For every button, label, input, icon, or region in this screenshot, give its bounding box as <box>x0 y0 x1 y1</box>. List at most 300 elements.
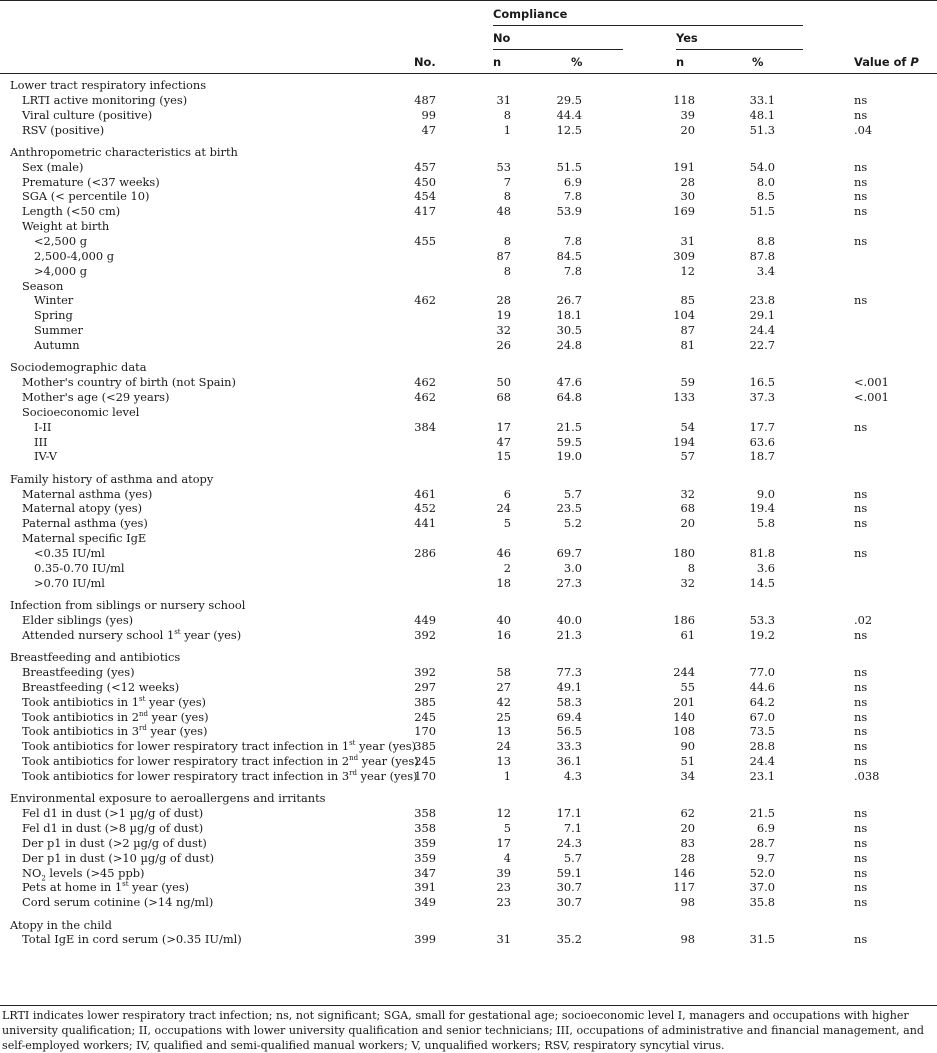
row-label: Maternal asthma (yes) <box>22 486 153 501</box>
row-label: 0.35-0.70 IU/ml <box>34 560 125 575</box>
row-label: RSV (positive) <box>22 122 105 137</box>
cell-no-n: 68 <box>496 390 511 404</box>
row-label: Took antibiotics for lower respiratory tract infection in 2nd year (yes) <box>22 754 419 769</box>
cell-no-n: 53 <box>496 159 511 174</box>
cell-yes-n: 146 <box>673 865 695 880</box>
cell-no-n: 17 <box>496 419 511 434</box>
cell-yes-percent: 17.7 <box>749 419 775 434</box>
cell-yes-percent: 73.5 <box>749 724 775 739</box>
row-label: Sex (male) <box>22 159 84 174</box>
cell-p-value: ns <box>854 627 868 642</box>
cell-no-n: 31 <box>496 92 511 107</box>
cell-no-n: 25 <box>496 709 511 724</box>
cell-yes-percent: 19.4 <box>749 501 775 516</box>
cell-yes-percent: 35.8 <box>749 895 775 910</box>
cell-p-value: .02 <box>854 612 873 627</box>
cell-yes-percent: 18.7 <box>749 449 775 464</box>
cell-p-value: ns <box>854 694 868 709</box>
cell-no-percent: 5.2 <box>563 516 582 531</box>
cell-no: 99 <box>421 107 436 122</box>
row-label: Der p1 in dust (>2 µg/g of dust) <box>22 835 207 850</box>
cell-no: 47 <box>421 122 436 137</box>
cell-yes-percent: 3.4 <box>756 263 775 278</box>
cell-yes-percent: 8.0 <box>756 174 775 189</box>
section-label: Sociodemographic data <box>10 360 147 375</box>
row-label: Maternal atopy (yes) <box>22 501 143 516</box>
no-n-header: n <box>493 55 502 69</box>
cell-yes-n: 186 <box>673 612 695 627</box>
row-label: Breastfeeding (<12 weeks) <box>22 679 180 694</box>
cell-no-n: 40 <box>496 612 511 627</box>
row-label: Took antibiotics in 2nd year (yes) <box>22 709 209 724</box>
cell-p-value: ns <box>854 174 868 189</box>
cell-no: 384 <box>414 419 436 434</box>
row-label: Summer <box>34 323 83 338</box>
cell-yes-n: 90 <box>680 739 695 754</box>
cell-no: 457 <box>414 159 436 174</box>
cell-no-percent: 58.3 <box>556 694 582 709</box>
cell-no-n: 31 <box>496 932 511 947</box>
row-label: Der p1 in dust (>10 µg/g of dust) <box>22 850 215 865</box>
row-label: Paternal asthma (yes) <box>22 516 148 531</box>
cell-no: 454 <box>414 189 436 204</box>
cell-yes-n: 51 <box>680 754 695 769</box>
cell-yes-percent: 37.0 <box>749 880 775 895</box>
cell-no-percent: 26.7 <box>556 293 582 308</box>
cell-no: 385 <box>414 739 436 754</box>
cell-yes-n: 57 <box>680 449 695 464</box>
cell-yes-percent: 53.3 <box>749 612 775 627</box>
yes-group-underline <box>676 49 803 50</box>
cell-yes-percent: 28.7 <box>749 835 775 850</box>
cell-yes-percent: 23.8 <box>749 293 775 308</box>
table-footnote: LRTI indicates lower respiratory tract infection; ns, not significant; SGA, small for gestational age; socioeconomic level I, managers and occupations with higher university qualification; II, occupations with lower university qualification and senior technicians; III, occupations of administrative and financial management, and self-employed workers; IV, qualified and semi-qualified manual workers; V, unqualified workers; RSV, respiratory syncytial virus. <box>2 1009 925 1052</box>
cell-no-percent: 27.3 <box>556 575 582 590</box>
row-label: SGA (< percentile 10) <box>22 189 150 204</box>
cell-yes-n: 61 <box>680 627 695 642</box>
section-label: Family history of asthma and atopy <box>10 471 214 486</box>
cell-yes-percent: 14.5 <box>749 575 775 590</box>
cell-no: 391 <box>414 880 436 895</box>
cell-yes-n: 117 <box>673 880 695 895</box>
cell-no-n: 42 <box>496 694 511 709</box>
cell-no: 392 <box>414 664 436 679</box>
row-label: Took antibiotics in 3rd year (yes) <box>22 724 208 739</box>
cell-yes-percent: 44.6 <box>749 679 775 694</box>
cell-yes-n: 201 <box>673 694 695 709</box>
cell-p-value: ns <box>854 880 868 895</box>
cell-yes-n: 191 <box>673 159 695 174</box>
cell-p-value: ns <box>854 234 868 248</box>
cell-no-n: 28 <box>496 293 511 308</box>
cell-yes-percent: 6.9 <box>756 820 775 835</box>
cell-p-value: ns <box>854 516 868 531</box>
cell-no-percent: 5.7 <box>563 850 582 865</box>
cell-yes-n: 28 <box>680 174 695 189</box>
cell-no-percent: 59.5 <box>556 434 582 449</box>
cell-no-n: 13 <box>496 754 511 769</box>
cell-yes-n: 62 <box>680 806 695 821</box>
cell-no: 462 <box>414 375 436 390</box>
compliance-header: Compliance <box>493 7 568 21</box>
cell-no: 461 <box>414 486 436 501</box>
cell-yes-n: 169 <box>673 204 695 219</box>
cell-yes-percent: 28.8 <box>749 739 775 754</box>
row-label: Spring <box>34 308 73 323</box>
cell-yes-percent: 77.0 <box>749 664 775 679</box>
cell-no-percent: 7.1 <box>563 820 582 835</box>
p-value-header: Value of P <box>854 55 919 69</box>
row-label: Attended nursery school 1st year (yes) <box>22 627 242 642</box>
cell-yes-n: 118 <box>673 92 695 107</box>
cell-no-percent: 33.3 <box>556 739 582 754</box>
cell-no: 462 <box>414 293 436 308</box>
cell-p-value: ns <box>854 932 868 947</box>
cell-yes-n: 194 <box>673 434 695 449</box>
cell-yes-percent: 81.8 <box>749 546 775 560</box>
cell-p-value: ns <box>854 754 868 769</box>
cell-yes-n: 20 <box>680 516 695 531</box>
cell-yes-n: 39 <box>680 107 695 122</box>
cell-yes-n: 34 <box>680 768 695 783</box>
cell-yes-percent: 24.4 <box>749 754 775 769</box>
row-label: >0.70 IU/ml <box>34 575 105 590</box>
cell-no-percent: 21.3 <box>556 627 582 642</box>
row-label: Socioeconomic level <box>22 404 140 419</box>
cell-yes-percent: 51.5 <box>749 204 775 219</box>
cell-no-percent: 18.1 <box>556 308 582 323</box>
cell-yes-n: 83 <box>680 835 695 850</box>
cell-no-n: 6 <box>503 486 511 501</box>
row-label: I-II <box>34 419 52 434</box>
cell-yes-percent: 21.5 <box>749 806 775 821</box>
cell-no-n: 27 <box>496 679 511 694</box>
cell-no-n: 16 <box>496 627 511 642</box>
cell-no-n: 46 <box>496 546 511 560</box>
cell-yes-percent: 22.7 <box>749 337 775 352</box>
cell-yes-n: 244 <box>673 664 695 679</box>
row-label: Winter <box>34 293 74 308</box>
row-label: <2,500 g <box>34 234 88 248</box>
row-label: Breastfeeding (yes) <box>22 664 135 679</box>
cell-no-n: 48 <box>496 204 511 219</box>
section-label: Infection from siblings or nursery school <box>10 598 246 613</box>
cell-no-n: 8 <box>503 234 511 248</box>
cell-yes-percent: 3.6 <box>756 560 775 575</box>
cell-no-n: 8 <box>503 263 511 278</box>
row-label: Took antibiotics for lower respiratory tract infection in 1st year (yes) <box>22 739 417 754</box>
cell-no-percent: 51.5 <box>556 159 582 174</box>
cell-no-percent: 7.8 <box>563 189 582 204</box>
cell-yes-n: 12 <box>680 263 695 278</box>
cell-p-value: ns <box>854 724 868 739</box>
cell-no-n: 23 <box>496 895 511 910</box>
row-label: Total IgE in cord serum (>0.35 IU/ml) <box>22 932 242 947</box>
section-label: Environmental exposure to aeroallergens and irritants <box>10 791 326 806</box>
cell-no-percent: 30.7 <box>556 880 582 895</box>
cell-yes-n: 32 <box>680 486 695 501</box>
cell-no-percent: 12.5 <box>556 122 582 137</box>
cell-no: 462 <box>414 390 436 404</box>
row-label: LRTI active monitoring (yes) <box>22 92 188 107</box>
cell-no-percent: 21.5 <box>556 419 582 434</box>
cell-yes-percent: 29.1 <box>749 308 775 323</box>
cell-no: 349 <box>414 895 436 910</box>
cell-no-n: 24 <box>496 501 511 516</box>
row-label: Autumn <box>34 337 80 352</box>
cell-no: 392 <box>414 627 436 642</box>
cell-no-percent: 19.0 <box>556 449 582 464</box>
cell-p-value: ns <box>854 189 868 204</box>
row-label: Fel d1 in dust (>1 µg/g of dust) <box>22 806 204 821</box>
row-label: Took antibiotics for lower respiratory tract infection in 3rd year (yes) <box>22 768 418 783</box>
cell-no-n: 13 <box>496 724 511 739</box>
cell-no-percent: 36.1 <box>556 754 582 769</box>
yes-group-header: Yes <box>676 31 698 45</box>
row-label: III <box>34 434 48 449</box>
cell-p-value: <.001 <box>854 375 889 390</box>
cell-no-n: 8 <box>503 189 511 204</box>
cell-p-value: ns <box>854 820 868 835</box>
cell-yes-n: 30 <box>680 189 695 204</box>
cell-yes-percent: 63.6 <box>749 434 775 449</box>
compliance-underline <box>493 25 803 26</box>
section-label: Lower tract respiratory infections <box>10 78 207 92</box>
row-label: Maternal specific IgE <box>22 531 147 546</box>
cell-yes-percent: 37.3 <box>749 390 775 404</box>
cell-yes-n: 133 <box>673 390 695 404</box>
cell-no: 170 <box>414 768 436 783</box>
cell-no: 385 <box>414 694 436 709</box>
cell-yes-percent: 48.1 <box>749 107 775 122</box>
cell-no-n: 2 <box>503 560 511 575</box>
no-group-header: No <box>493 31 511 45</box>
cell-yes-percent: 54.0 <box>749 159 775 174</box>
cell-no-percent: 30.5 <box>556 323 582 338</box>
cell-no-percent: 35.2 <box>556 932 582 947</box>
cell-no: 399 <box>414 932 436 947</box>
cell-p-value: ns <box>854 107 868 122</box>
cell-no: 286 <box>414 546 436 560</box>
cell-no-percent: 47.6 <box>556 375 582 390</box>
cell-no-n: 1 <box>503 768 511 783</box>
cell-yes-n: 20 <box>680 820 695 835</box>
cell-p-value: ns <box>854 739 868 754</box>
cell-yes-percent: 24.4 <box>749 323 775 338</box>
cell-no-n: 5 <box>503 820 511 835</box>
cell-no-n: 23 <box>496 880 511 895</box>
cell-p-value: ns <box>854 709 868 724</box>
row-label: >4,000 g <box>34 263 88 278</box>
cell-yes-percent: 16.5 <box>749 375 775 390</box>
cell-no-n: 47 <box>496 434 511 449</box>
cell-no-percent: 59.1 <box>556 865 582 880</box>
table-top-rule <box>0 0 937 1</box>
cell-no: 452 <box>414 501 436 516</box>
cell-no-percent: 69.7 <box>556 546 582 560</box>
cell-no-n: 8 <box>503 107 511 122</box>
cell-yes-percent: 19.2 <box>749 627 775 642</box>
cell-yes-n: 31 <box>680 234 695 248</box>
cell-no-percent: 3.0 <box>563 560 582 575</box>
cell-no: 441 <box>414 516 436 531</box>
cell-no-percent: 69.4 <box>556 709 582 724</box>
cell-no: 245 <box>414 754 436 769</box>
cell-yes-n: 180 <box>673 546 695 560</box>
cell-no-percent: 30.7 <box>556 895 582 910</box>
cell-yes-percent: 9.7 <box>756 850 775 865</box>
cell-yes-n: 104 <box>673 308 695 323</box>
cell-yes-percent: 5.8 <box>756 516 775 531</box>
cell-yes-percent: 23.1 <box>749 768 775 783</box>
cell-no-percent: 64.8 <box>556 390 582 404</box>
cell-p-value: .038 <box>854 768 880 783</box>
row-label: Weight at birth <box>22 219 110 234</box>
cell-no-n: 32 <box>496 323 511 338</box>
row-label: Mother's age (<29 years) <box>22 390 170 404</box>
row-label: Pets at home in 1st year (yes) <box>22 880 190 895</box>
cell-no: 487 <box>414 92 436 107</box>
cell-no-percent: 44.4 <box>556 107 582 122</box>
cell-no-n: 87 <box>496 248 511 263</box>
cell-no: 359 <box>414 835 436 850</box>
cell-yes-percent: 33.1 <box>749 92 775 107</box>
section-label: Anthropometric characteristics at birth <box>10 144 238 159</box>
cell-yes-n: 309 <box>673 248 695 263</box>
cell-no-n: 5 <box>503 516 511 531</box>
row-label: Mother's country of birth (not Spain) <box>22 375 236 390</box>
section-label: Atopy in the child <box>10 917 112 932</box>
table-bottom-rule <box>0 1005 937 1006</box>
row-label: Elder siblings (yes) <box>22 612 134 627</box>
cell-no-n: 15 <box>496 449 511 464</box>
row-label: <0.35 IU/ml <box>34 546 105 560</box>
cell-no-percent: 7.8 <box>563 263 582 278</box>
cell-no-percent: 17.1 <box>556 806 582 821</box>
cell-no: 359 <box>414 850 436 865</box>
cell-no-n: 50 <box>496 375 511 390</box>
cell-p-value: ns <box>854 850 868 865</box>
cell-p-value: ns <box>854 293 868 308</box>
cell-p-value: ns <box>854 501 868 516</box>
cell-no: 450 <box>414 174 436 189</box>
no-percent-header: % <box>571 55 583 69</box>
row-label: Viral culture (positive) <box>22 107 153 122</box>
cell-no-n: 39 <box>496 865 511 880</box>
cell-no: 358 <box>414 806 436 821</box>
row-label: IV-V <box>34 449 57 464</box>
cell-no: 449 <box>414 612 436 627</box>
cell-yes-n: 108 <box>673 724 695 739</box>
row-label: Premature (<37 weeks) <box>22 174 160 189</box>
cell-yes-n: 55 <box>680 679 695 694</box>
cell-yes-n: 8 <box>687 560 695 575</box>
cell-no-percent: 5.7 <box>563 486 582 501</box>
cell-p-value: <.001 <box>854 390 889 404</box>
cell-no-n: 18 <box>496 575 511 590</box>
yes-percent-header: % <box>752 55 764 69</box>
no-group-underline <box>493 49 623 50</box>
cell-no-n: 17 <box>496 835 511 850</box>
cell-p-value: ns <box>854 895 868 910</box>
cell-yes-n: 54 <box>680 419 695 434</box>
row-label: $NO_2$ levels (>45 ppb) <box>22 865 145 882</box>
cell-no-n: 12 <box>496 806 511 821</box>
cell-no-percent: 40.0 <box>556 612 582 627</box>
cell-no-n: 7 <box>503 174 511 189</box>
cell-no-n: 4 <box>503 850 511 865</box>
cell-no: 297 <box>414 679 436 694</box>
cell-no-n: 1 <box>503 122 511 137</box>
section-label: Breastfeeding and antibiotics <box>10 650 181 665</box>
cell-yes-n: 87 <box>680 323 695 338</box>
cell-no-percent: 4.3 <box>563 768 582 783</box>
cell-yes-percent: 67.0 <box>749 709 775 724</box>
cell-no-percent: 29.5 <box>556 92 582 107</box>
cell-no: 455 <box>414 234 436 248</box>
cell-no-n: 19 <box>496 308 511 323</box>
cell-no: 170 <box>414 724 436 739</box>
cell-p-value: ns <box>854 546 868 560</box>
cell-p-value: ns <box>854 204 868 219</box>
yes-n-header: n <box>676 55 685 69</box>
cell-p-value: ns <box>854 486 868 501</box>
cell-yes-percent: 51.3 <box>749 122 775 137</box>
cell-yes-n: 98 <box>680 895 695 910</box>
cell-yes-n: 20 <box>680 122 695 137</box>
cell-no: 358 <box>414 820 436 835</box>
cell-no-percent: 24.3 <box>556 835 582 850</box>
cell-no-percent: 77.3 <box>556 664 582 679</box>
cell-no-percent: 7.8 <box>563 234 582 248</box>
cell-yes-n: 59 <box>680 375 695 390</box>
cell-yes-n: 98 <box>680 932 695 947</box>
row-label: Fel d1 in dust (>8 µg/g of dust) <box>22 820 204 835</box>
cell-yes-percent: 52.0 <box>749 865 775 880</box>
cell-no-percent: 53.9 <box>556 204 582 219</box>
no-column-header: No. <box>414 55 436 69</box>
cell-p-value: ns <box>854 159 868 174</box>
cell-yes-percent: 87.8 <box>749 248 775 263</box>
cell-no: 417 <box>414 204 436 219</box>
row-label: Season <box>22 278 64 293</box>
cell-p-value: .04 <box>854 122 873 137</box>
cell-no-percent: 49.1 <box>556 679 582 694</box>
cell-p-value: ns <box>854 419 868 434</box>
cell-no: 245 <box>414 709 436 724</box>
cell-no-percent: 24.8 <box>556 337 582 352</box>
cell-yes-percent: 8.5 <box>756 189 775 204</box>
cell-no-n: 24 <box>496 739 511 754</box>
header-bottom-rule <box>0 73 937 74</box>
cell-p-value: ns <box>854 865 868 880</box>
cell-p-value: ns <box>854 806 868 821</box>
cell-no-percent: 6.9 <box>563 174 582 189</box>
cell-no: 347 <box>414 865 436 880</box>
cell-no-percent: 56.5 <box>556 724 582 739</box>
cell-p-value: ns <box>854 679 868 694</box>
row-label: 2,500-4,000 g <box>34 248 114 263</box>
cell-p-value: ns <box>854 92 868 107</box>
cell-yes-percent: 31.5 <box>749 932 775 947</box>
cell-yes-percent: 8.8 <box>756 234 775 248</box>
cell-yes-n: 81 <box>680 337 695 352</box>
cell-yes-percent: 64.2 <box>749 694 775 709</box>
cell-p-value: ns <box>854 664 868 679</box>
row-label: Length (<50 cm) <box>22 204 121 219</box>
cell-no-n: 26 <box>496 337 511 352</box>
row-label: Took antibiotics in 1st year (yes) <box>22 694 206 709</box>
